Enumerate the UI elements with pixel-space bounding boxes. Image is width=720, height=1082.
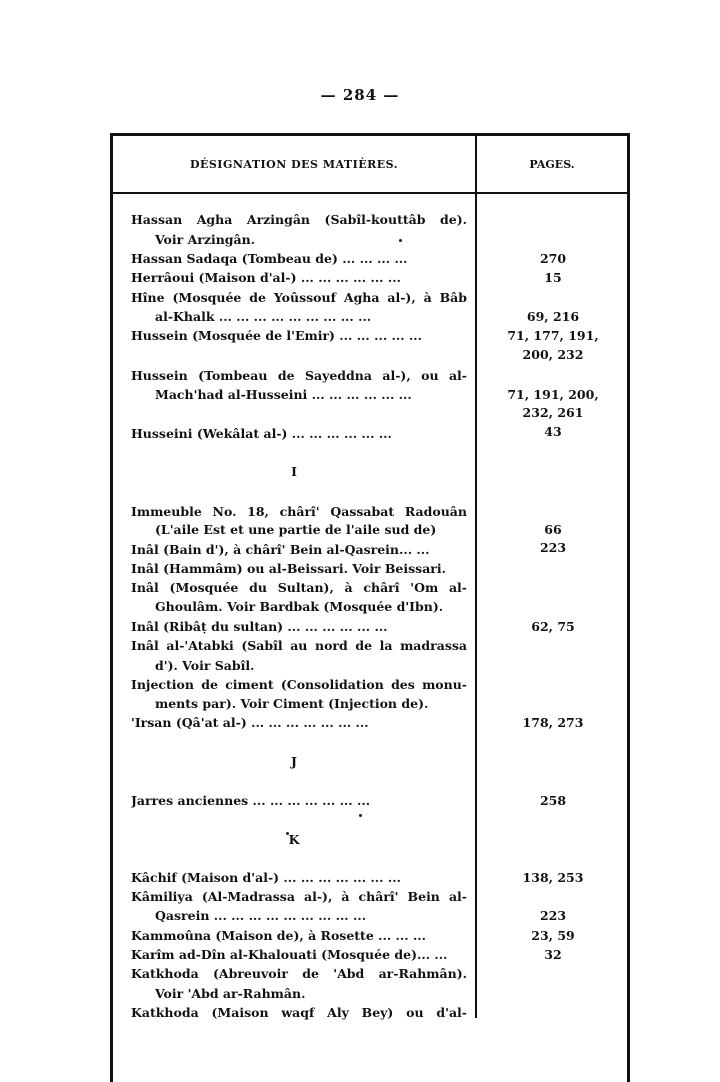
page-ref: 258 (539, 793, 567, 808)
page-ref: 69, 216 (526, 309, 580, 324)
entry-line: Injection de ciment (Consolidation des monu- (131, 677, 467, 692)
entry-line: Inâl (Mosquée du Sultan), à chârî 'Om al- (131, 580, 467, 595)
entry-line: Inâl al-'Atabki (Sabîl au nord de la madrassa (131, 638, 467, 653)
entry-line: Voir 'Abd ar-Rahmân. (155, 986, 306, 1001)
entry-line: Karîm ad-Dîn al-Khalouati (Mosquée de)... ... (131, 947, 448, 962)
entry-line: Jarres anciennes ... ... ... ... ... ... ... (131, 793, 371, 808)
entry-line: Qasrein ... ... ... ... ... ... ... ... ... (155, 908, 367, 923)
entry-line: ments par). Voir Ciment (Injection de). (155, 696, 429, 711)
header-divider (110, 192, 630, 194)
entry-line: Kammoûna (Maison de), à Rosette ... ... ... (131, 928, 426, 943)
section-letter-k: K (288, 832, 300, 847)
entry-line: Hîne (Mosquée de Yoûssouf Agha al-), à Bâb (131, 290, 467, 305)
page-ref: 66 (544, 522, 562, 537)
entry-line: (L'aile Est et une partie de l'aile sud de) (155, 522, 437, 537)
page-ref: 138, 253 (522, 870, 584, 885)
entry-line: 'Irsan (Qâ'at al-) ... ... ... ... ... ... ... (131, 715, 369, 730)
entry-line: Husseini (Wekâlat al-) ... ... ... ... ... ... (131, 426, 392, 441)
entry-line: Katkhoda (Abreuvoir de 'Abd ar-Rahmân). (131, 966, 467, 981)
entry-line: Kâmiliya (Al-Madrassa al-), à chârî' Bein al- (131, 889, 467, 904)
page-ref: 32 (544, 947, 562, 962)
page-ref: 232, 261 (522, 405, 584, 420)
entry-line: Inâl (Ribâṭ du sultan) ... ... ... ... ... ... (131, 619, 388, 634)
page-ref: 223 (539, 908, 567, 923)
entry-line: d'). Voir Sabîl. (155, 658, 255, 673)
page-ref: 23, 59 (531, 928, 575, 943)
ink-speck (399, 239, 402, 242)
page-ref: 71, 177, 191, (507, 328, 599, 343)
page-ref: 43 (544, 424, 562, 439)
page-number: — 284 — (320, 86, 400, 104)
page-ref: 200, 232 (522, 347, 584, 362)
page-ref: 178, 273 (522, 715, 584, 730)
page-ref: 223 (539, 540, 567, 555)
page-ref: 71, 191, 200, (507, 387, 599, 402)
page-ref: 15 (544, 270, 562, 285)
entry-line: Hassan Agha Arzingân (Sabîl-kouttâb de). (131, 212, 467, 227)
entry-line: Hussein (Mosquée de l'Emir) ... ... ... ... ... (131, 328, 422, 343)
entry-line: al-Khalk ... ... ... ... ... ... ... ... ... (155, 309, 372, 324)
entry-line: Kâchif (Maison d'al-) ... ... ... ... ... ... ... (131, 870, 401, 885)
entry-line: Immeuble No. 18, chârî' Qassabat Radouân (131, 504, 467, 519)
entry-line: Herrâoui (Maison d'al-) ... ... ... ... ... ... (131, 270, 401, 285)
header-pages: PAGES. (529, 158, 575, 171)
ink-speck (286, 832, 289, 835)
page-ref: 62, 75 (531, 619, 575, 634)
ink-speck (359, 814, 362, 817)
entry-line: Hassan Sadaqa (Tombeau de) ... ... ... ... (131, 251, 408, 266)
entry-line: Katkhoda (Maison waqf Aly Bey) ou d'al- (131, 1005, 467, 1020)
entry-line: Inâl (Bain d'), à chârî' Bein al-Qasrein... ... (131, 542, 430, 557)
entry-line: Inâl (Hammâm) ou al-Beissari. Voir Beissari. (131, 561, 446, 576)
section-letter-j: J (291, 754, 297, 769)
page-ref: 270 (539, 251, 567, 266)
entry-line: Mach'had al-Husseini ... ... ... ... ... ... (155, 387, 412, 402)
header-designation: DÉSIGNATION DES MATIÈRES. (189, 158, 399, 171)
section-letter-i: I (291, 464, 297, 479)
entry-line: Hussein (Tombeau de Sayeddna al-), ou al- (131, 368, 467, 383)
entry-line: Voir Arzingân. (155, 232, 256, 247)
entry-line: Ghoulâm. Voir Bardbak (Mosquée d'Ibn). (155, 599, 444, 614)
